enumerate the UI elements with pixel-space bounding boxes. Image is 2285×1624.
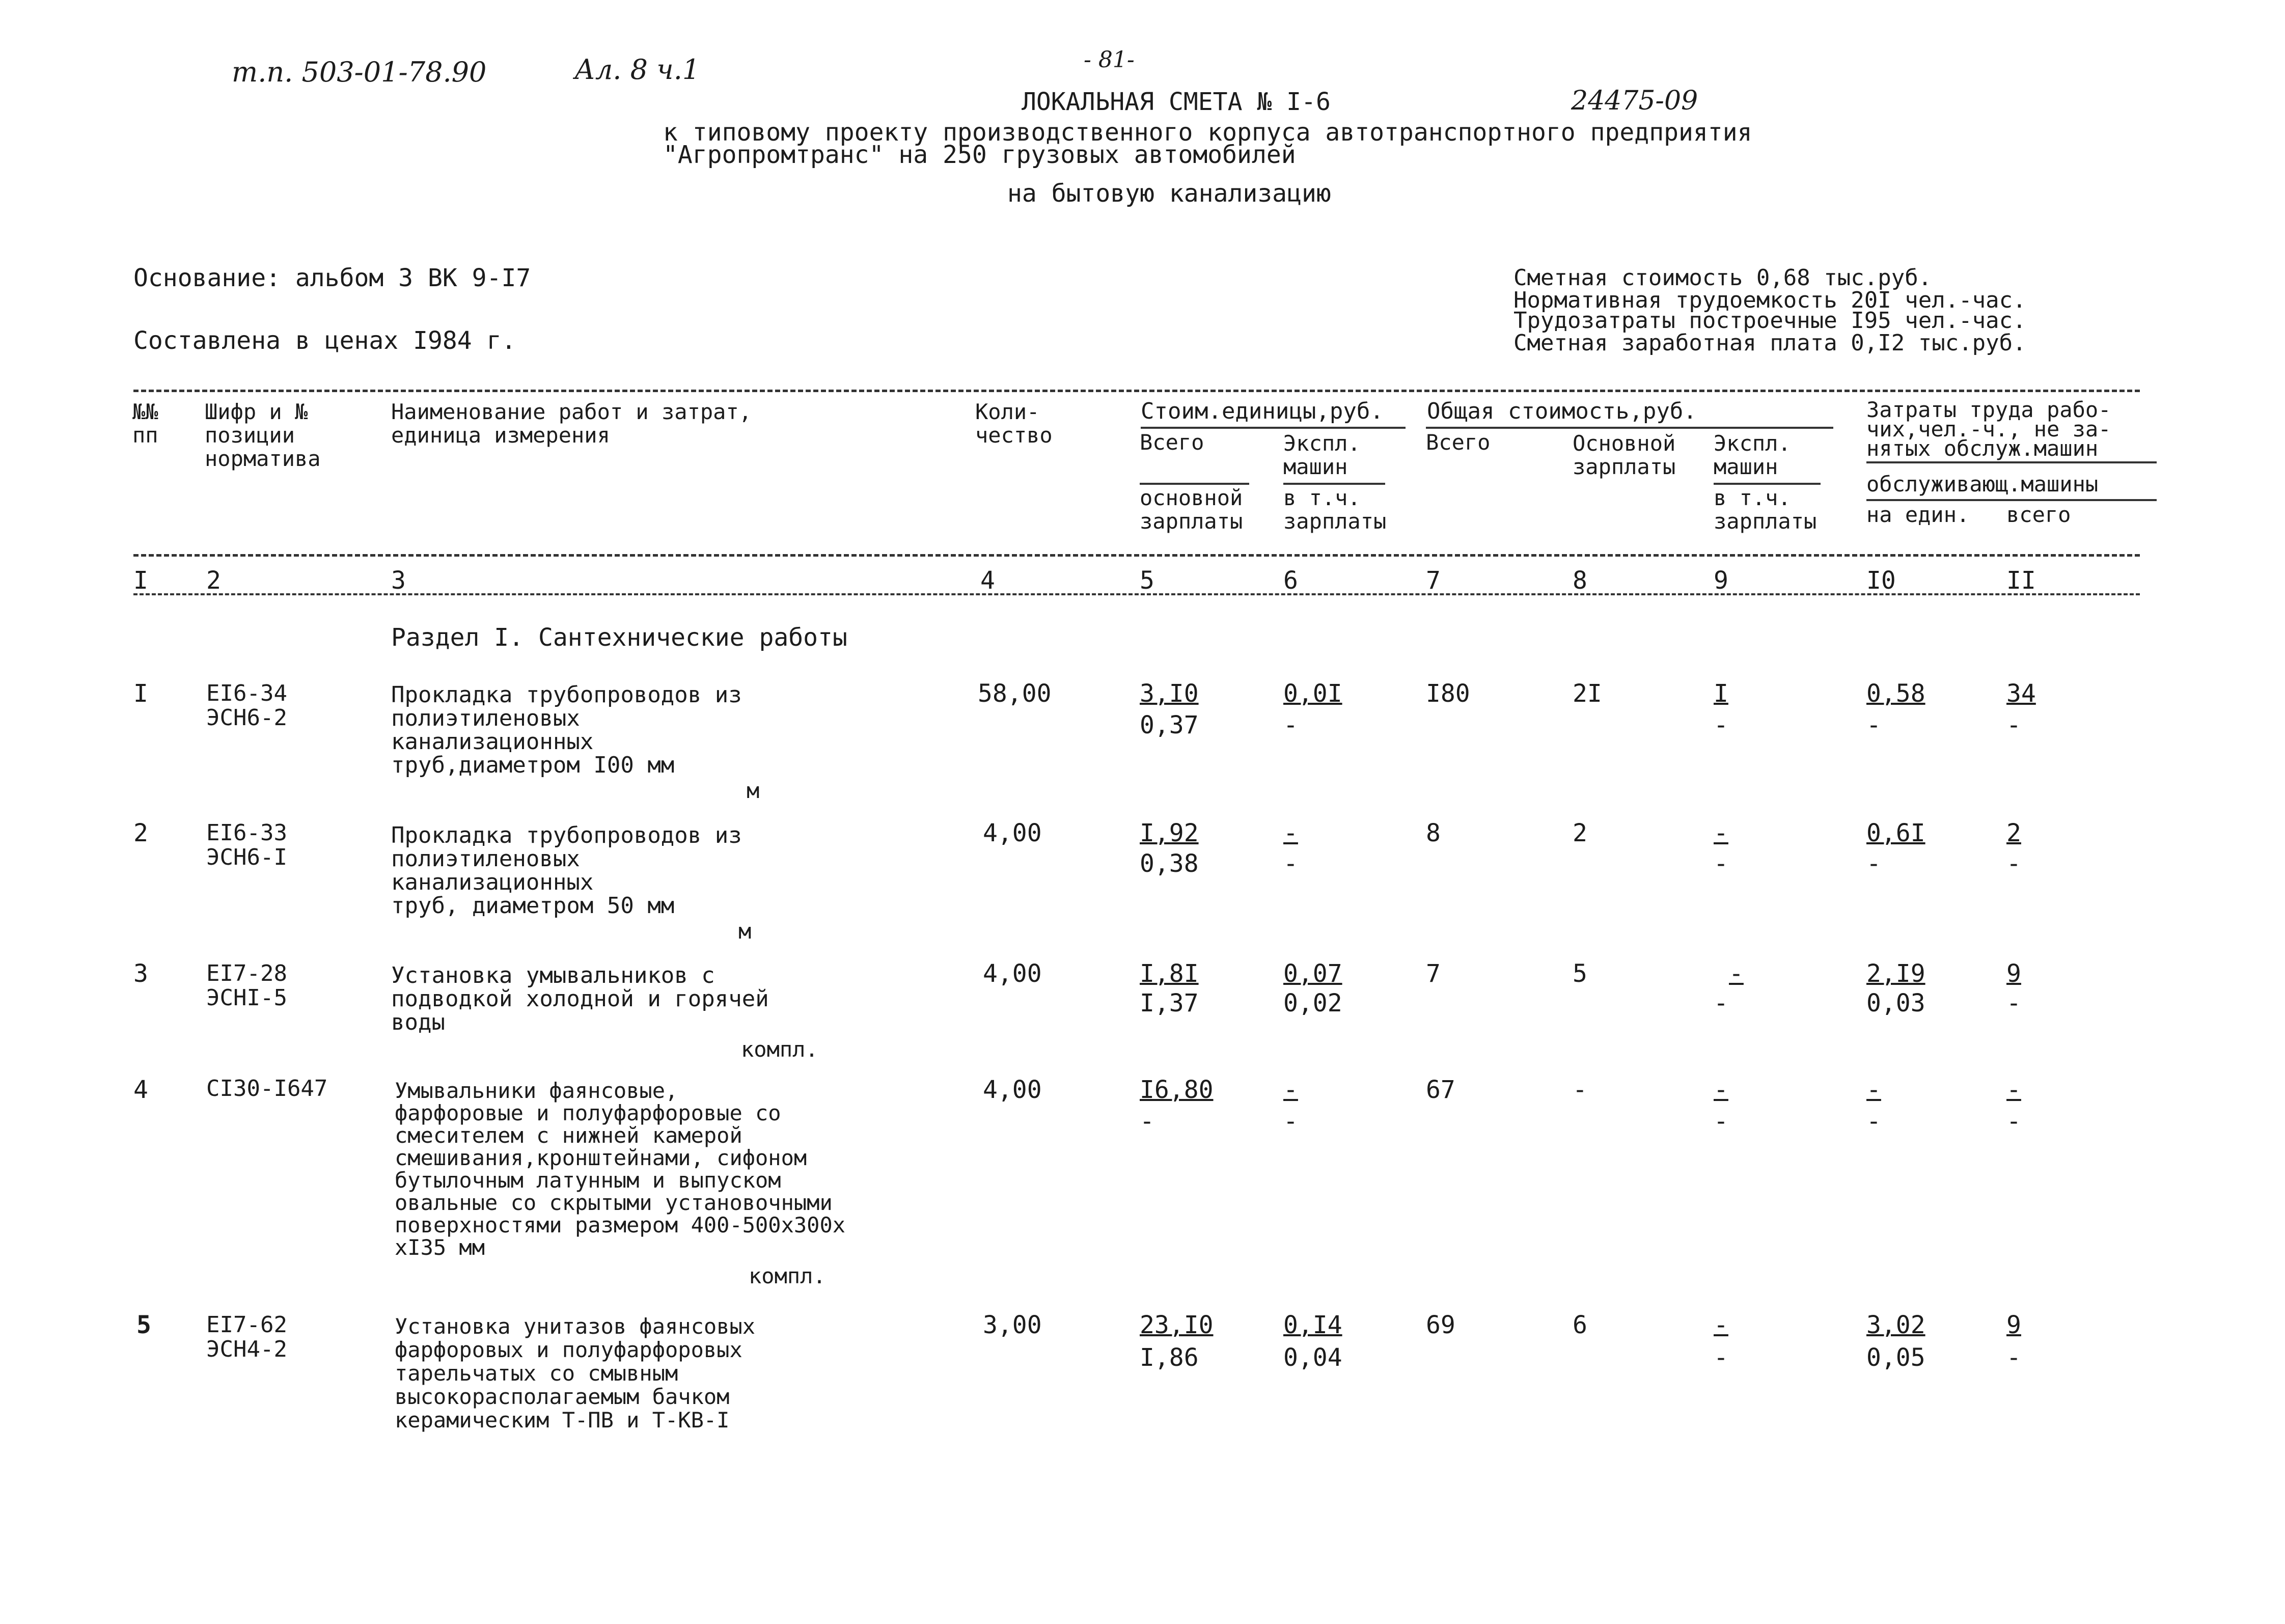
row-labor-total: - bbox=[2006, 1076, 2021, 1104]
row-total: 69 bbox=[1426, 1311, 1455, 1339]
row-unit-machine-wage: - bbox=[1283, 711, 1298, 739]
row-number: 5 bbox=[136, 1311, 151, 1339]
col9-divider bbox=[1714, 483, 1821, 485]
row-total-machine-wage: - bbox=[1714, 1343, 1728, 1372]
col-number-10: I0 bbox=[1866, 566, 1896, 595]
row-total: 8 bbox=[1426, 819, 1441, 847]
row-labor-total-machines: - bbox=[2006, 711, 2021, 739]
row-labor-total-machines: - bbox=[2006, 989, 2021, 1017]
row-unit-machines: 0,07 bbox=[1283, 959, 1342, 988]
row-total-machine-wage: - bbox=[1714, 1107, 1728, 1136]
row-total-machines: - bbox=[1729, 959, 1744, 988]
row-labor-per-unit-machines: - bbox=[1866, 1107, 1881, 1136]
col-number-1: I bbox=[133, 566, 148, 595]
column-numbers-rule bbox=[133, 593, 2140, 595]
row-unit-machine-wage: 0,02 bbox=[1283, 989, 1342, 1017]
col-number-3: 3 bbox=[391, 566, 406, 595]
row-total-machine-wage: - bbox=[1714, 711, 1728, 739]
summary-wage: Сметная заработная плата 0,I2 тыс.руб. bbox=[1513, 330, 2026, 356]
row-quantity: 4,00 bbox=[983, 1076, 1042, 1104]
row-number: 3 bbox=[133, 959, 148, 988]
col-number-4: 4 bbox=[980, 566, 995, 595]
col-header-total-machine-wage: в т.ч. зарплаты bbox=[1714, 485, 1817, 534]
col-number-5: 5 bbox=[1140, 566, 1154, 595]
row-labor-per-unit-machines: - bbox=[1866, 849, 1881, 878]
col-header-labor-per-unit: на един. bbox=[1866, 502, 1970, 527]
row-labor-total: 9 bbox=[2006, 1311, 2021, 1339]
summary-construction-labor: Трудозатраты построечные I95 чел.-час. bbox=[1513, 308, 2026, 334]
row-unit-machine-wage: - bbox=[1283, 1107, 1298, 1136]
col-header-labor-total: всего bbox=[2006, 502, 2071, 527]
col-header-unit-machines: Экспл. машин bbox=[1283, 431, 1361, 479]
album-reference: Ал. 8 ч.1 bbox=[574, 53, 700, 86]
subtitle-line-3: на бытовую канализацию bbox=[1007, 179, 1331, 208]
row-total-machines: - bbox=[1714, 1311, 1728, 1339]
row-unit-total: 3,I0 bbox=[1140, 679, 1199, 708]
row-code: ЕI6-33 ЭСН6-I bbox=[206, 820, 287, 870]
row-name: Установка унитазов фаянсовых фарфоровых и полуфарфоровых тарельчатых со смывным высокорасполагаемым бачком керамическим Т-ПВ и Т-КВ-I bbox=[395, 1314, 756, 1433]
row-unit: м bbox=[747, 778, 760, 803]
row-labor-per-unit-machines: 0,05 bbox=[1866, 1343, 1925, 1372]
row-labor-total: 34 bbox=[2006, 679, 2036, 708]
row-labor-per-unit-machines: - bbox=[1866, 711, 1881, 739]
col-group-labor: Затраты труда рабо- чих,чел.-ч., не за- нятых обслуж.машин bbox=[1866, 397, 2111, 461]
row-unit-machine-wage: - bbox=[1283, 849, 1298, 878]
summary-normative-labor: Нормативная трудоемкость 20I чел.-час. bbox=[1513, 287, 2026, 313]
col-number-7: 7 bbox=[1426, 566, 1441, 595]
table-top-border bbox=[133, 390, 2140, 392]
row-quantity: 58,00 bbox=[978, 679, 1052, 708]
row-name: Умывальники фаянсовые, фарфоровые и полуфарфоровые со смесителем с нижней камерой смешивания,кронштейнами, сифоном бутылочным латунным и выпуском овальные со скрытыми установочными поверхностями размером 400-500х300х хI35 мм bbox=[395, 1078, 846, 1260]
row-labor-per-unit-machines: 0,03 bbox=[1866, 989, 1925, 1017]
col-header-quantity: Коли- чество bbox=[975, 399, 1053, 448]
row-number: 4 bbox=[133, 1076, 148, 1104]
col-number-6: 6 bbox=[1283, 566, 1298, 595]
col-number-8: 8 bbox=[1573, 566, 1587, 595]
row-code: ЕI7-28 ЭСНI-5 bbox=[206, 960, 287, 1011]
row-labor-per-unit: 2,I9 bbox=[1866, 959, 1925, 988]
row-name: Прокладка трубопроводов из полиэтиленовых канализационных труб, диаметром 50 мм bbox=[391, 822, 742, 919]
row-number: 2 bbox=[133, 819, 148, 847]
col5-divider bbox=[1140, 483, 1249, 485]
section-title: Раздел I. Сантехнические работы bbox=[391, 623, 847, 652]
row-number: I bbox=[133, 679, 148, 708]
row-total-wage: 2 bbox=[1573, 819, 1587, 847]
row-labor-per-unit: 3,02 bbox=[1866, 1311, 1925, 1339]
row-code: ЕI7-62 ЭСН4-2 bbox=[206, 1312, 287, 1362]
row-total-machines: I bbox=[1714, 679, 1728, 708]
basis-text: Основание: альбом 3 ВК 9-I7 bbox=[133, 264, 531, 292]
row-total-wage: - bbox=[1573, 1076, 1587, 1104]
row-total: 7 bbox=[1426, 959, 1441, 988]
row-name: Установка умывальников с подводкой холодной и горячей воды bbox=[391, 962, 769, 1035]
row-unit-wage: I,86 bbox=[1140, 1343, 1199, 1372]
row-total-wage: 2I bbox=[1573, 679, 1602, 708]
row-total: 67 bbox=[1426, 1076, 1455, 1104]
col-header-name: Наименование работ и затрат, единица измерения bbox=[391, 399, 752, 448]
row-labor-per-unit: 0,6I bbox=[1866, 819, 1925, 847]
page-title: ЛОКАЛЬНАЯ СМЕТА № I-6 bbox=[1022, 88, 1331, 116]
row-unit-machines: - bbox=[1283, 819, 1298, 847]
summary-estimated-cost: Сметная стоимость 0,68 тыс.руб. bbox=[1513, 265, 1932, 291]
row-labor-total-machines: - bbox=[2006, 849, 2021, 878]
row-unit: компл. bbox=[749, 1263, 826, 1288]
row-labor-per-unit: - bbox=[1866, 1076, 1881, 1104]
row-unit-wage: 0,37 bbox=[1140, 711, 1199, 739]
row-total-machines: - bbox=[1714, 1076, 1728, 1104]
row-total-machine-wage: - bbox=[1714, 989, 1728, 1017]
prices-text: Составлена в ценах I984 г. bbox=[133, 326, 516, 355]
project-reference: т.п. 503-01-78.90 bbox=[232, 56, 487, 88]
row-total: I80 bbox=[1426, 679, 1470, 708]
col-number-11: II bbox=[2006, 566, 2036, 595]
row-unit-wage: 0,38 bbox=[1140, 849, 1199, 878]
row-labor-total-machines: - bbox=[2006, 1107, 2021, 1136]
col-header-number: №№ пп bbox=[132, 399, 158, 448]
row-total-machine-wage: - bbox=[1714, 849, 1728, 878]
row-unit-machines: 0,0I bbox=[1283, 679, 1342, 708]
row-code: ЕI6-34 ЭСН6-2 bbox=[206, 680, 287, 731]
row-unit-wage: - bbox=[1140, 1107, 1154, 1136]
row-unit-total: I,92 bbox=[1140, 819, 1199, 847]
row-total-wage: 5 bbox=[1573, 959, 1587, 988]
row-unit-total: I6,80 bbox=[1140, 1076, 1214, 1104]
col-header-unit-wage: основной зарплаты bbox=[1140, 485, 1243, 534]
labor-group-rule bbox=[1866, 461, 2157, 463]
col-number-9: 9 bbox=[1714, 566, 1728, 595]
row-labor-total: 2 bbox=[2006, 819, 2021, 847]
row-unit-total: I,8I bbox=[1140, 959, 1199, 988]
row-unit-total: 23,I0 bbox=[1140, 1311, 1214, 1339]
subtitle-line-2: "Агропромтранс" на 250 грузовых автомобилей bbox=[663, 141, 1296, 169]
row-quantity: 4,00 bbox=[983, 959, 1042, 988]
total-cost-group-rule bbox=[1426, 427, 1833, 429]
col6-divider bbox=[1283, 483, 1385, 485]
col-header-total-machines: Экспл. машин bbox=[1714, 431, 1791, 479]
row-unit-machine-wage: 0,04 bbox=[1283, 1343, 1342, 1372]
subtitle-line-1: к типовому проекту производственного корпуса автотранспортного предприятия bbox=[663, 118, 1752, 147]
row-quantity: 4,00 bbox=[983, 819, 1042, 847]
row-unit-machines: 0,I4 bbox=[1283, 1311, 1342, 1339]
row-unit: компл. bbox=[741, 1037, 818, 1062]
col-header-code: Шифр и № позиции норматива bbox=[205, 399, 321, 471]
row-code: СI30-I647 bbox=[206, 1076, 328, 1102]
page-number: - 81- bbox=[1084, 47, 1135, 73]
row-labor-per-unit: 0,58 bbox=[1866, 679, 1925, 708]
col-group-unit-cost: Стоим.единицы,руб. bbox=[1141, 398, 1384, 424]
row-labor-total-machines: - bbox=[2006, 1343, 2021, 1372]
col-group-total-cost: Общая стоимость,руб. bbox=[1427, 398, 1697, 424]
document-code: 24475-09 bbox=[1571, 86, 1698, 116]
col-header-total-wage: Основной зарплаты bbox=[1573, 431, 1676, 479]
col-number-2: 2 bbox=[206, 566, 221, 595]
labor-sub-rule bbox=[1866, 499, 2157, 501]
row-name: Прокладка трубопроводов из полиэтиленовых канализационных труб,диаметром I00 мм bbox=[391, 682, 742, 778]
col-header-unit-total: Всего bbox=[1140, 430, 1204, 455]
row-labor-total: 9 bbox=[2006, 959, 2021, 988]
col-header-labor-sub: обслуживающ.машины bbox=[1866, 472, 2099, 497]
header-bottom-border bbox=[133, 554, 2140, 557]
col-header-unit-machine-wage: в т.ч. зарплаты bbox=[1283, 485, 1387, 534]
row-total-wage: 6 bbox=[1573, 1311, 1587, 1339]
row-quantity: 3,00 bbox=[983, 1311, 1042, 1339]
row-total-machines: - bbox=[1714, 819, 1728, 847]
unit-cost-group-rule bbox=[1141, 427, 1406, 429]
col-header-total: Всего bbox=[1426, 430, 1491, 455]
row-unit-machines: - bbox=[1283, 1076, 1298, 1104]
row-unit-wage: I,37 bbox=[1140, 989, 1199, 1017]
row-unit: м bbox=[738, 919, 752, 944]
